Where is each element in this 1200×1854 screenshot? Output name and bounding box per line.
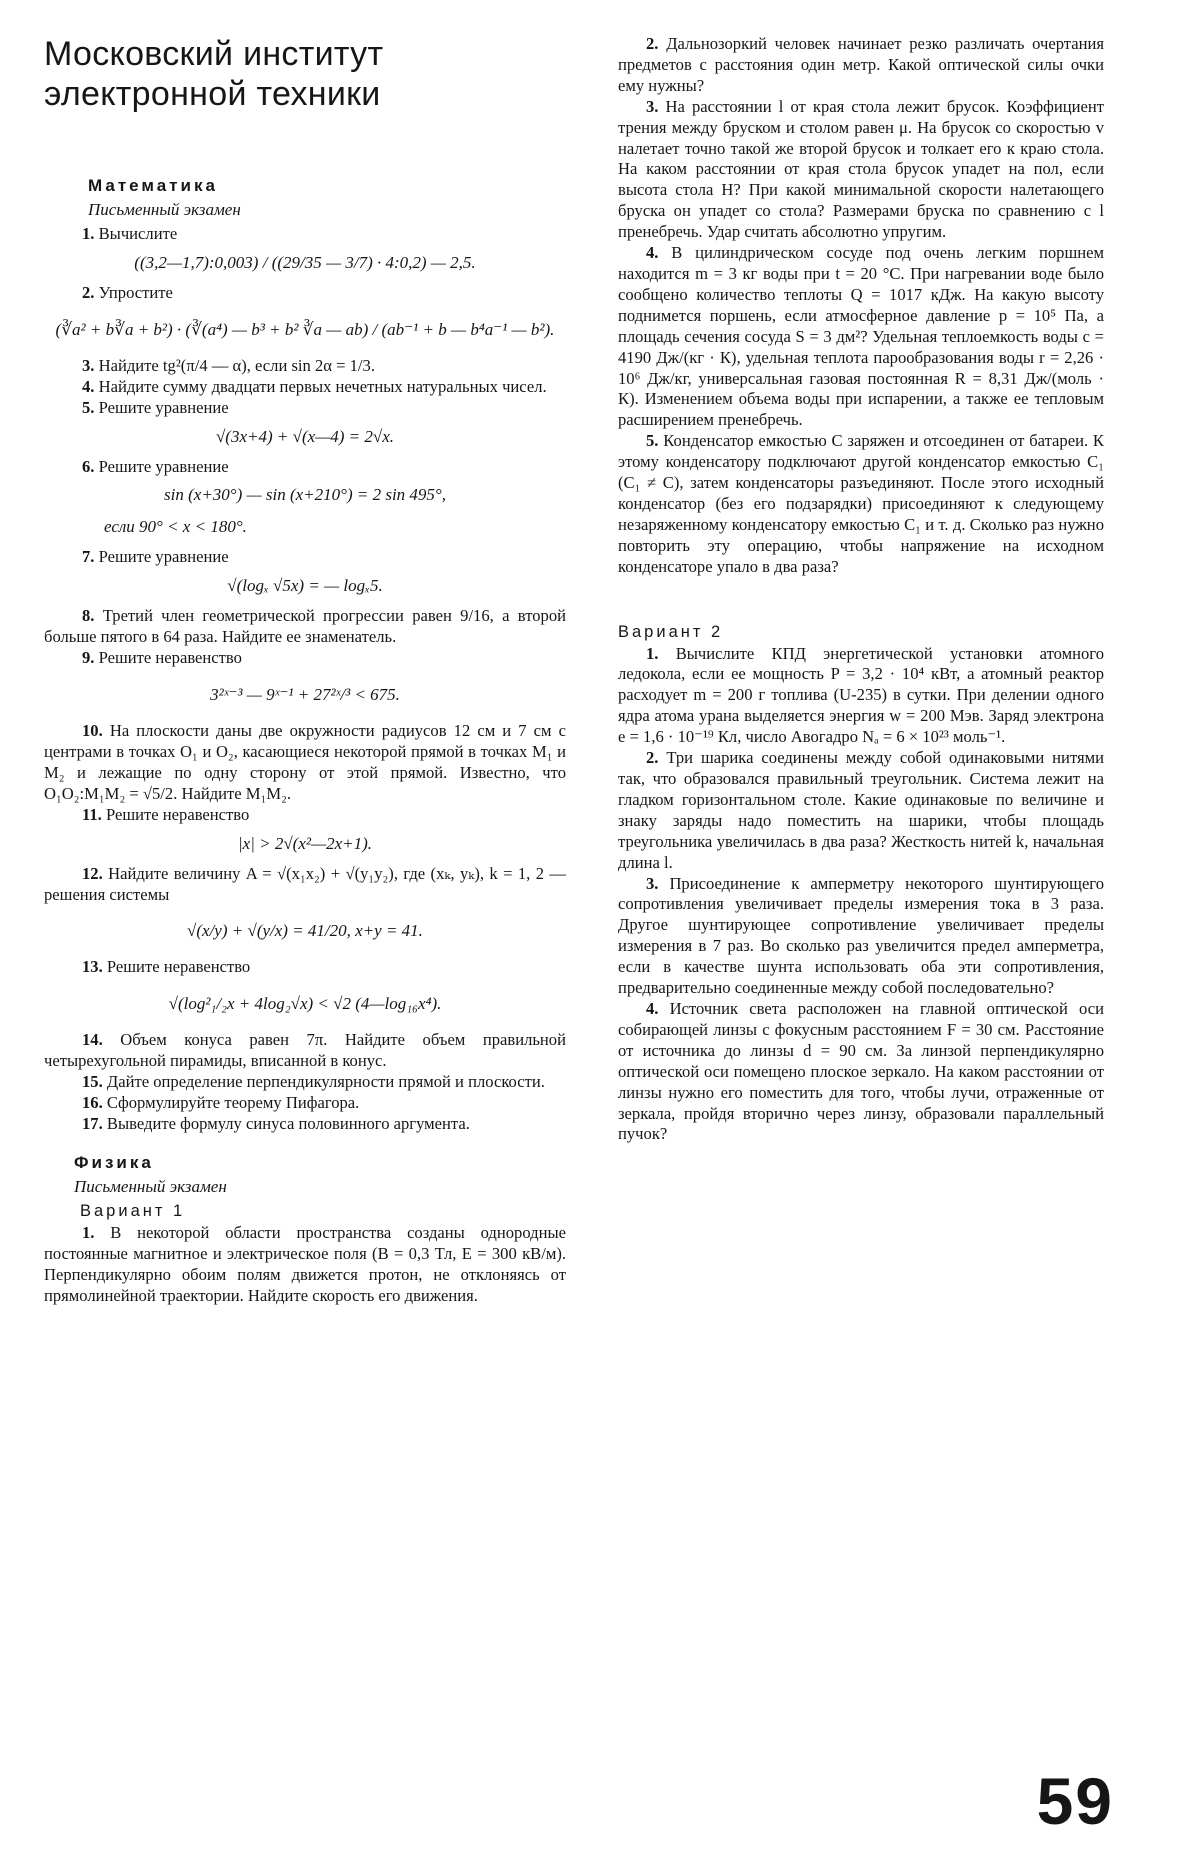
problem-number: 2. bbox=[646, 34, 659, 53]
math-formula-7: √(logₓ √5x) = — logₓ5. bbox=[227, 576, 383, 596]
math-formula-1: ((3,2—1,7):0,003) / ((29/35 — 3/7) · 4:0,2) — 2,5. bbox=[134, 252, 476, 272]
physics-exam-type: Письменный экзамен bbox=[74, 1176, 227, 1196]
problem-text: Конденсатор емкостью C заряжен и отсоединен от батареи. К этому конденсатору подключают другой конденсатор емкостью C₁ (C₁ ≠ C), затем конденсаторы разъединяют. После этого исходный конденсатор (без его подзарядки) присоединяют к следующему незаряженному конденсатору емкостью C₁ и т. д. Сколько раз нужно повторить эту операцию, чтобы напряжение на исходном конденсаторе упало в два раза? bbox=[618, 431, 1104, 576]
problem-text: Решите неравенство bbox=[106, 957, 251, 977]
problem-number: 1. bbox=[646, 643, 659, 663]
problem-number: 8. bbox=[82, 606, 95, 626]
problem-number: 5. bbox=[646, 431, 659, 451]
problem-text: Дайте определение перпендикулярности прямой и плоскости. bbox=[106, 1072, 545, 1092]
problem-number: 9. bbox=[82, 648, 95, 668]
problem-number: 3. bbox=[646, 873, 659, 893]
physics-v2-problem-3 bbox=[618, 874, 1104, 999]
problem-number: 7. bbox=[82, 547, 95, 567]
physics-v1-problem-5 bbox=[618, 431, 1104, 577]
problem-number: 15. bbox=[82, 1072, 103, 1092]
physics-variant-1-label: Вариант 1 bbox=[80, 1201, 186, 1220]
problem-text: В цилиндрическом сосуде под очень легким поршнем находится m = 3 кг воды при t = 20 °C. При нагревании воде было сообщено количество теплоты Q = 1017 кДж. На какую высоту поднимется поршень, если атмосферное давление p = 10⁵ Па, а площадь сечения сосуда S = 3 дм²? Удельная теплоемкость воды c = 4190 Дж/(кг · К), удельная теплота парообразования воды r = 2,26 · 10⁶ Дж/кг, универсальная газовая постоянная R = 8,31 Дж/(моль · К). Изменением объема воды при испарении, а также ее тепловым расширением пренебречь. bbox=[618, 243, 1104, 430]
math-problem-list bbox=[44, 224, 566, 1135]
physics-subject-heading: Физика bbox=[74, 1152, 154, 1172]
math-problem-11 bbox=[44, 805, 566, 826]
problem-number: 2. bbox=[82, 282, 95, 302]
problem-number: 2. bbox=[646, 748, 659, 768]
physics-v2-problem-1 bbox=[618, 644, 1104, 749]
problem-text: В некоторой области пространства созданы однородные постоянные магнитное и электрическое поля (B = 0,3 Тл, E = 300 кВ/м). Перпендикулярно обоим полям движется протон, не отклоняясь от прямолинейной траектории. Найдите скорость его движения. bbox=[44, 1222, 566, 1305]
problem-text: Найдите сумму двадцати первых нечетных натуральных чисел. bbox=[98, 376, 547, 396]
problem-number: 3. bbox=[82, 355, 95, 375]
problem-text: Найдите tg²(π/4 — α), если sin 2α = 1/3. bbox=[98, 355, 375, 375]
math-problem-6 bbox=[44, 457, 566, 478]
problem-text: На плоскости даны две окружности радиусов 12 см и 7 см с центрами в точках O₁ и O₂, касающиеся некоторой прямой в точках M₁ и M₂ и лежащие по одну сторону от этой прямой. Известно, что O₁O₂:M₁M₂ = √5/2. Найдите M₁M₂. bbox=[44, 721, 566, 803]
problem-text: Решите уравнение bbox=[98, 397, 229, 417]
problem-text: Вычислите КПД энергетической установки атомного ледокола, если ее мощность P = 3,2 · 10⁴ кВт, а атомный реактор расходует m = 200 г топлива (U-235) в сутки. При делении одного ядра атома урана выделяется энергия w = 200 Мэв. Заряд электрона e = 1,6 · 10⁻¹⁹ Кл, число Авогадро Nₐ = 6 × 10²³ моль⁻¹. bbox=[618, 643, 1105, 747]
problem-text: Упростите bbox=[98, 282, 173, 302]
math-problem-8 bbox=[44, 606, 566, 648]
physics-v1-problem-list-left bbox=[44, 1223, 566, 1307]
problem-text: Источник света расположен на главной оптической оси собирающей линзы с фокусным расстоянием F = 30 см. Расстояние от источника до линзы d = 90 см. За линзой перпендикулярно оптической оси помещено плоское зеркало. На каком расстоянии от линзы нужно его поместить для того, чтобы лучи, отраженные от зеркала, пройдя вторично через линзу, образовали параллельный пучок? bbox=[618, 998, 1104, 1144]
math-problem-13 bbox=[44, 957, 566, 978]
math-problem-1 bbox=[44, 224, 566, 245]
math-problem-2 bbox=[44, 283, 566, 304]
problem-number: 1. bbox=[82, 1222, 95, 1242]
problem-text: Решите неравенство bbox=[98, 648, 242, 668]
problem-number: 4. bbox=[82, 376, 95, 396]
problem-number: 1. bbox=[82, 224, 95, 243]
problem-text: Дальнозоркий человек начинает резко различать очертания предметов с расстояния один метр. Какой оптической силы очки ему нужны? bbox=[618, 34, 1104, 95]
problem-number: 13. bbox=[82, 957, 103, 977]
math-problem-15 bbox=[44, 1072, 566, 1093]
title-line-1: Московский институт bbox=[44, 35, 384, 73]
math-formula-9: 3²ˣ⁻³ — 9ˣ⁻¹ + 27²ˣ/³ < 675. bbox=[210, 685, 400, 705]
problem-number: 4. bbox=[646, 998, 659, 1018]
math-problem-16 bbox=[44, 1093, 566, 1114]
problem-text: Сформулируйте теорему Пифагора. bbox=[106, 1093, 360, 1113]
math-problem-14 bbox=[44, 1030, 566, 1072]
math-problem-9 bbox=[44, 648, 566, 669]
math-exam-type: Письменный экзамен bbox=[88, 200, 241, 219]
title-line-2: электронной техники bbox=[44, 75, 381, 113]
problem-number: 16. bbox=[82, 1093, 103, 1113]
page-number: 59 bbox=[1036, 1764, 1114, 1838]
problem-number: 6. bbox=[82, 456, 95, 476]
math-subject-heading: Математика bbox=[88, 176, 218, 195]
physics-v1-problem-2 bbox=[618, 34, 1104, 97]
problem-number: 17. bbox=[82, 1113, 103, 1133]
physics-v1-problem-list-right bbox=[618, 34, 1104, 578]
physics-variant-2-label: Вариант 2 bbox=[618, 622, 724, 641]
math-formula-11: |x| > 2√(x²—2x+1). bbox=[237, 833, 373, 853]
math-problem-12 bbox=[44, 864, 566, 906]
problem-text: Присоединение к амперметру некоторого шунтирующего сопротивления увеличивает пределы измерения тока в 3 раза. Другое шунтирующее сопротивление увеличивает пределы измерения в 7 раз. Во сколько раз увеличится предел амперметра, если в качестве шунта использовать оба эти сопротивления, предварительно соединенные между собой последовательно? bbox=[618, 873, 1104, 998]
math-problem-10 bbox=[44, 721, 566, 805]
physics-v1-problem-4 bbox=[618, 243, 1104, 431]
problem-number: 10. bbox=[82, 721, 103, 741]
problem-text: Решите уравнение bbox=[98, 456, 229, 476]
math-problem-4 bbox=[44, 377, 566, 398]
problem-number: 4. bbox=[646, 243, 659, 263]
math-problem-3 bbox=[44, 356, 566, 377]
math-formula-12: √(x/y) + √(y/x) = 41/20, x+y = 41. bbox=[187, 921, 423, 941]
problem-number: 14. bbox=[82, 1030, 103, 1050]
problem-text: Три шарика соединены между собой одинаковыми нитями так, что образовался правильный треугольник. Система лежит на гладком горизонтальном столе. Какие одинаковые по величине и знаку заряды надо поместить на шарики, чтобы площадь треугольника увеличилась в два раза? Жесткость нитей k, начальная длина l. bbox=[618, 748, 1104, 872]
article-title bbox=[44, 34, 566, 114]
problem-text: Объем конуса равен 7π. Найдите объем правильной четырехугольной пирамиды, вписанной в конус. bbox=[44, 1030, 566, 1071]
problem-text: Третий член геометрической прогрессии равен 9/16, а второй больше пятого в 64 раза. Найдите ее знаменатель. bbox=[44, 606, 566, 647]
math-condition-6: если 90° < x < 180°. bbox=[104, 517, 247, 537]
physics-v1-problem-1 bbox=[44, 1223, 566, 1307]
problem-text: Решите уравнение bbox=[98, 547, 229, 567]
left-column bbox=[44, 34, 566, 1306]
problem-number: 5. bbox=[82, 397, 95, 417]
math-formula-5: √(3x+4) + √(x—4) = 2√x. bbox=[215, 426, 395, 446]
physics-v2-problem-4 bbox=[618, 999, 1104, 1145]
problem-number: 11. bbox=[82, 804, 102, 824]
math-formula-6: sin (x+30°) — sin (x+210°) = 2 sin 495°, bbox=[164, 485, 446, 505]
right-column bbox=[618, 34, 1104, 1145]
problem-text: Найдите величину A = √(x₁x₂) + √(y₁y₂), где (xₖ, yₖ), k = 1, 2 — решения системы bbox=[44, 863, 566, 904]
problem-number: 3. bbox=[646, 96, 659, 116]
physics-v2-problem-2 bbox=[618, 748, 1104, 873]
physics-v1-problem-3 bbox=[618, 97, 1104, 243]
math-formula-13: √(log²₁/₂x + 4log₂√x) < √2 (4—log₁₆x⁴). bbox=[168, 994, 442, 1014]
problem-text: Вычислите bbox=[98, 224, 178, 243]
problem-text: На расстоянии l от края стола лежит брусок. Коэффициент трения между бруском и столом равен μ. На брусок со скоростью v налетает точно такой же второй брусок и толкает его к краю стола. На каком расстоянии от края стола брусок упадет на пол, если высота стола H? При какой минимальной скорости налетающего бруска он упадет со стола? Размерами бруска по сравнению с l пренебречь. Удар считать абсолютно упругим. bbox=[618, 96, 1104, 242]
physics-v2-problem-list bbox=[618, 644, 1104, 1146]
problem-number: 12. bbox=[82, 863, 103, 883]
problem-text: Выведите формулу синуса половинного аргумента. bbox=[106, 1113, 470, 1133]
math-problem-5 bbox=[44, 398, 566, 419]
math-problem-17 bbox=[44, 1114, 566, 1135]
math-problem-7 bbox=[44, 547, 566, 568]
math-formula-2: (∛a² + b∛a + b²) · (∛(a⁴) — b³ + b² ∛a — ab) / (ab⁻¹ + b — b⁴a⁻¹ — b²). bbox=[55, 319, 555, 339]
problem-text: Решите неравенство bbox=[105, 804, 250, 824]
